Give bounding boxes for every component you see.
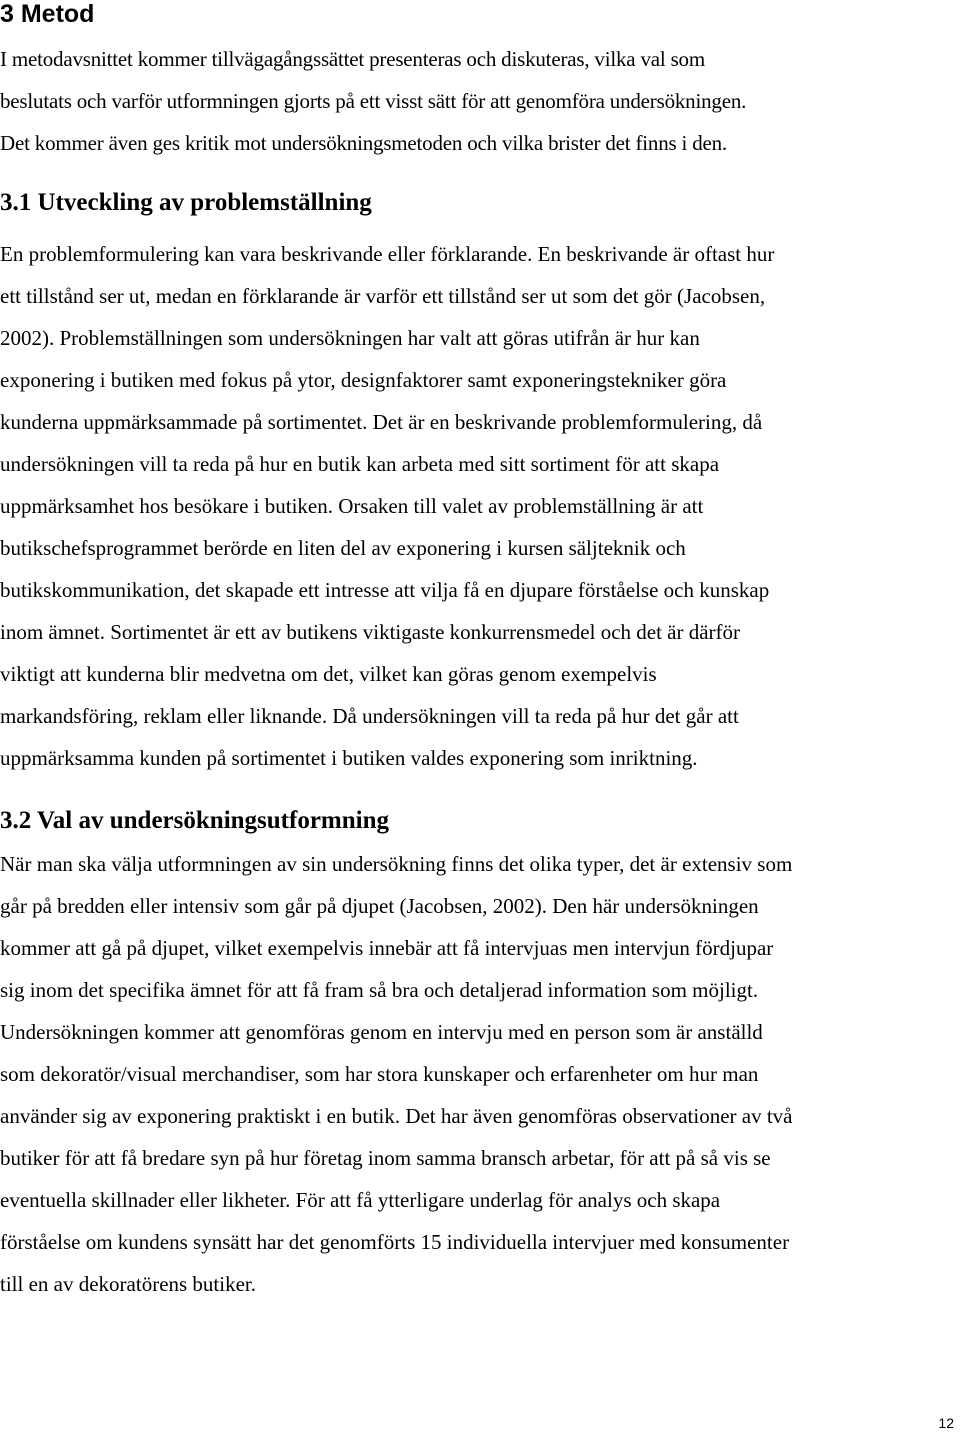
text-line: butikskommunikation, det skapade ett intresse att vilja få en djupare förståelse och kunskap [0, 578, 770, 602]
chapter-heading: 3 Metod [0, 0, 95, 28]
text-line: uppmärksamma kunden på sortimentet i butiken valdes exponering som inriktning. [0, 746, 698, 770]
text-line: förståelse om kundens synsätt har det genomförts 15 individuella intervjuer med konsumenter [0, 1230, 790, 1254]
text-line: 2002). Problemställningen som undersökningen har valt att göras utifrån är hur kan [0, 326, 700, 350]
section-3-1-paragraph [0, 233, 774, 779]
text-line: markandsföring, reklam eller liknande. Då undersökningen vill ta reda på hur det går att [0, 704, 739, 728]
text-line: inom ämnet. Sortimentet är ett av butikens viktigaste konkurrensmedel och det är därför [0, 620, 741, 644]
section-3-2-paragraph [0, 843, 793, 1305]
intro-paragraph [0, 38, 746, 164]
text-line: Undersökningen kommer att genomföras genom en intervju med en person som är anställd [0, 1020, 763, 1044]
text-line: ett tillstånd ser ut, medan en förklarande är varför ett tillstånd ser ut som det gör (Jacobsen, [0, 284, 766, 308]
text-line: butikschefsprogrammet berörde en liten del av exponering i kursen säljteknik och [0, 536, 686, 560]
text-line: sig inom det specifika ämnet för att få fram så bra och detaljerad information som möjligt. [0, 978, 759, 1002]
text-line: viktigt att kunderna blir medvetna om det, vilket kan göras genom exempelvis [0, 662, 657, 686]
text-line: exponering i butiken med fokus på ytor, designfaktorer samt exponeringstekniker göra [0, 368, 727, 392]
text-line: En problemformulering kan vara beskrivande eller förklarande. En beskrivande är oftast hur [0, 242, 775, 266]
text-line: använder sig av exponering praktiskt i en butik. Det har även genomföras observationer av två [0, 1104, 793, 1128]
text-line: undersökningen vill ta reda på hur en butik kan arbeta med sitt sortiment för att skapa [0, 452, 720, 476]
text-line: När man ska välja utformningen av sin undersökning finns det olika typer, det är extensiv som [0, 852, 793, 876]
text-line: till en av dekoratörens butiker. [0, 1272, 257, 1296]
text-line: kunderna uppmärksammade på sortimentet. Det är en beskrivande problemformulering, då [0, 410, 763, 434]
text-line: går på bredden eller intensiv som går på djupet (Jacobsen, 2002). Den här undersökningen [0, 894, 759, 918]
section-heading-3-2: 3.2 Val av undersökningsutformning [0, 807, 390, 834]
page-number: 12 [938, 1415, 954, 1431]
text-line: Det kommer även ges kritik mot undersökningsmetoden och vilka brister det finns i den. [0, 131, 727, 155]
text-line: eventuella skillnader eller likheter. För att få ytterligare underlag för analys och skapa [0, 1188, 721, 1212]
section-heading-3-1: 3.1 Utveckling av problemställning [0, 189, 372, 216]
text-line: kommer att gå på djupet, vilket exempelvis innebär att få intervjuas men intervjun fördjupar [0, 936, 774, 960]
text-line: I metodavsnittet kommer tillvägagångssättet presenteras och diskuteras, vilka val som [0, 47, 705, 71]
text-line: butiker för att få bredare syn på hur företag inom samma bransch arbetar, för att på så vis se [0, 1146, 771, 1170]
text-line: som dekoratör/visual merchandiser, som har stora kunskaper och erfarenheter om hur man [0, 1062, 759, 1086]
text-line: beslutats och varför utformningen gjorts på ett visst sätt för att genomföra undersökningen. [0, 89, 747, 113]
text-line: uppmärksamhet hos besökare i butiken. Orsaken till valet av problemställning är att [0, 494, 704, 518]
